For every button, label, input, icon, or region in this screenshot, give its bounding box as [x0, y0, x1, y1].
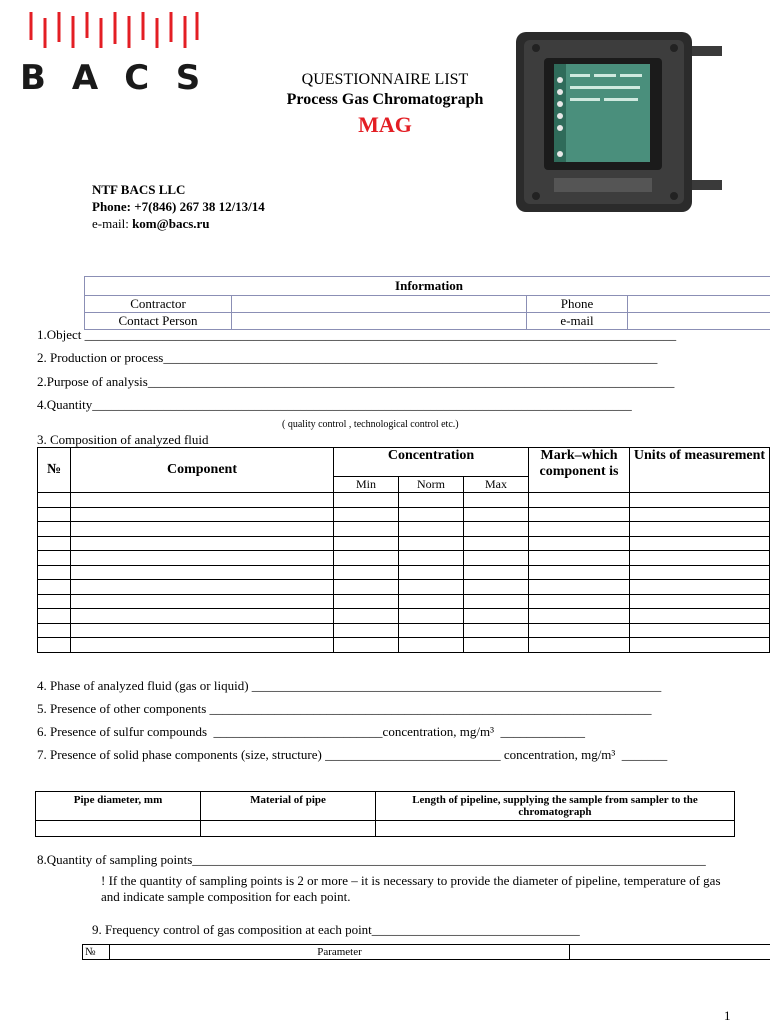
table-row: [38, 580, 770, 595]
table-cell[interactable]: [630, 623, 770, 638]
doc-title: QUESTIONNAIRE LIST: [301, 71, 469, 88]
table-cell[interactable]: [38, 507, 71, 522]
table-cell[interactable]: [399, 623, 464, 638]
table-cell[interactable]: [464, 507, 529, 522]
composition-title: 3. Composition of analyzed fluid: [37, 432, 209, 447]
information-table: [84, 276, 770, 330]
pipe-table: [35, 791, 735, 837]
table-cell[interactable]: [529, 609, 630, 624]
table-cell[interactable]: [334, 609, 399, 624]
col-units: Units of measurement: [630, 448, 770, 493]
table-cell[interactable]: [529, 623, 630, 638]
table-cell[interactable]: [464, 623, 529, 638]
table-cell[interactable]: [38, 565, 71, 580]
table-cell[interactable]: [464, 638, 529, 653]
table-cell[interactable]: [464, 565, 529, 580]
doc-subtitle: Process Gas Chromatograph: [286, 91, 484, 108]
table-cell[interactable]: [630, 536, 770, 551]
table-cell[interactable]: [38, 623, 71, 638]
table-row: [38, 522, 770, 537]
question-phase[interactable]: 4. Phase of analyzed fluid (gas or liquid) _______________________________________________________________: [37, 678, 662, 693]
pipe-diameter-cell[interactable]: [36, 821, 201, 837]
pipe-material-cell[interactable]: [201, 821, 376, 837]
param-col-parameter: Parameter: [110, 945, 570, 960]
table-cell[interactable]: [464, 594, 529, 609]
table-cell[interactable]: [38, 638, 71, 653]
col-pipeline-length: Length of pipeline, supplying the sample from sampler to the chromatograph: [376, 792, 735, 821]
table-cell[interactable]: [38, 522, 71, 537]
table-cell[interactable]: [71, 551, 334, 566]
question-production[interactable]: 2. Production or process____________________________________________________________________________: [37, 350, 658, 365]
table-cell[interactable]: [38, 594, 71, 609]
company-contact: [92, 181, 265, 232]
page-number: 1: [724, 1008, 731, 1023]
table-cell[interactable]: [630, 609, 770, 624]
phone-label: Phone: [527, 296, 628, 313]
table-cell[interactable]: [399, 551, 464, 566]
table-cell[interactable]: [529, 507, 630, 522]
table-cell[interactable]: [71, 594, 334, 609]
table-cell[interactable]: [399, 594, 464, 609]
contractor-label: Contractor: [85, 296, 232, 313]
table-cell[interactable]: [399, 536, 464, 551]
table-cell[interactable]: [529, 565, 630, 580]
table-cell[interactable]: [399, 565, 464, 580]
question-sampling-points[interactable]: 8.Quantity of sampling points_______________________________________________________________________________: [37, 852, 706, 867]
table-cell[interactable]: [464, 493, 529, 508]
company-logo-text: BACS: [20, 58, 227, 98]
table-cell[interactable]: [71, 623, 334, 638]
composition-table: [37, 447, 770, 653]
table-cell[interactable]: [630, 638, 770, 653]
table-cell[interactable]: [334, 551, 399, 566]
question-purpose[interactable]: 2.Purpose of analysis_________________________________________________________________________________: [37, 374, 675, 389]
table-row: [38, 609, 770, 624]
pipeline-length-cell[interactable]: [376, 821, 735, 837]
table-cell[interactable]: [334, 536, 399, 551]
table-cell[interactable]: [630, 551, 770, 566]
table-cell[interactable]: [464, 551, 529, 566]
col-pipe-diameter: Pipe diameter, mm: [36, 792, 201, 821]
table-cell[interactable]: [464, 609, 529, 624]
company-phone: Phone: +7(846) 267 38 12/13/14: [92, 199, 265, 214]
contractor-field[interactable]: [232, 296, 527, 313]
table-cell[interactable]: [464, 522, 529, 537]
table-cell[interactable]: [71, 507, 334, 522]
table-cell[interactable]: [38, 609, 71, 624]
contact-person-label: Contact Person: [85, 313, 232, 330]
table-cell[interactable]: [71, 536, 334, 551]
table-row: [38, 507, 770, 522]
col-norm: Norm: [399, 477, 464, 493]
col-mark: Mark–which component is: [529, 448, 630, 493]
question-object[interactable]: 1.Object ___________________________________________________________________________________________: [37, 327, 677, 342]
param-col-no: №: [83, 945, 110, 960]
table-cell[interactable]: [529, 580, 630, 595]
col-component: Component: [71, 448, 334, 493]
table-cell[interactable]: [399, 638, 464, 653]
table-cell[interactable]: [630, 580, 770, 595]
question-sulfur[interactable]: 6. Presence of sulfur compounds __________________________concentration, mg/m³ _____________: [37, 724, 586, 739]
table-cell[interactable]: [334, 493, 399, 508]
parameter-table: [82, 944, 770, 960]
table-row: [38, 594, 770, 609]
table-row: [38, 493, 770, 508]
question-solid-phase[interactable]: 7. Presence of solid phase components (size, structure) ___________________________ concentration, mg/m³ _______: [37, 747, 668, 762]
table-row: [38, 638, 770, 653]
table-row: [38, 565, 770, 580]
table-cell[interactable]: [399, 609, 464, 624]
table-cell[interactable]: [529, 594, 630, 609]
purpose-note: ( quality control , technological control etc.): [282, 419, 459, 430]
table-cell[interactable]: [630, 507, 770, 522]
table-cell[interactable]: [334, 580, 399, 595]
table-cell[interactable]: [399, 580, 464, 595]
table-cell[interactable]: [71, 580, 334, 595]
table-cell[interactable]: [630, 594, 770, 609]
table-cell[interactable]: [464, 536, 529, 551]
phone-field[interactable]: [628, 296, 770, 313]
table-cell[interactable]: [630, 493, 770, 508]
question-quantity[interactable]: 4.Quantity___________________________________________________________________________________: [37, 397, 632, 412]
table-cell[interactable]: [334, 623, 399, 638]
information-heading: Information: [85, 277, 770, 296]
sampling-warning: ! If the quantity of sampling points is 2 or more – it is necessary to provide the diameter of pipeline, temperature of gas and indicate sample composition for each point.: [101, 873, 721, 904]
table-cell[interactable]: [529, 638, 630, 653]
table-cell[interactable]: [38, 580, 71, 595]
table-cell[interactable]: [38, 493, 71, 508]
company-email-label: e-mail:: [92, 216, 133, 231]
table-cell[interactable]: [464, 580, 529, 595]
table-cell[interactable]: [630, 565, 770, 580]
gas-chromatograph-device-image: [514, 28, 722, 214]
table-cell[interactable]: [71, 638, 334, 653]
col-max: Max: [464, 477, 529, 493]
table-row: [38, 623, 770, 638]
table-cell[interactable]: [38, 551, 71, 566]
table-cell[interactable]: [630, 522, 770, 537]
table-cell[interactable]: [529, 551, 630, 566]
email-label: e-mail: [527, 313, 628, 330]
table-cell[interactable]: [334, 522, 399, 537]
table-cell[interactable]: [334, 594, 399, 609]
product-name: MAG: [358, 112, 412, 137]
table-cell[interactable]: [529, 522, 630, 537]
table-row: [38, 551, 770, 566]
param-value-cell[interactable]: [570, 945, 770, 960]
table-cell[interactable]: [334, 565, 399, 580]
table-cell[interactable]: [334, 638, 399, 653]
table-cell[interactable]: [399, 522, 464, 537]
table-cell[interactable]: [71, 522, 334, 537]
table-cell[interactable]: [399, 493, 464, 508]
question-other-components[interactable]: 5. Presence of other components ____________________________________________________________________: [37, 701, 652, 716]
col-no: №: [38, 448, 71, 493]
table-row: [38, 536, 770, 551]
col-min: Min: [334, 477, 399, 493]
table-cell[interactable]: [334, 507, 399, 522]
question-frequency[interactable]: 9. Frequency control of gas composition at each point________________________________: [92, 922, 580, 937]
table-cell[interactable]: [529, 536, 630, 551]
table-cell[interactable]: [71, 609, 334, 624]
table-cell[interactable]: [529, 493, 630, 508]
logo-bars-icon: [28, 12, 200, 52]
col-pipe-material: Material of pipe: [201, 792, 376, 821]
table-cell[interactable]: [38, 536, 71, 551]
table-cell[interactable]: [71, 565, 334, 580]
company-email: kom@bacs.ru: [132, 216, 210, 231]
col-concentration: Concentration: [334, 448, 529, 477]
company-name: NTF BACS LLC: [92, 182, 186, 197]
table-cell[interactable]: [399, 507, 464, 522]
table-cell[interactable]: [71, 493, 334, 508]
company-email-line: [92, 215, 265, 232]
